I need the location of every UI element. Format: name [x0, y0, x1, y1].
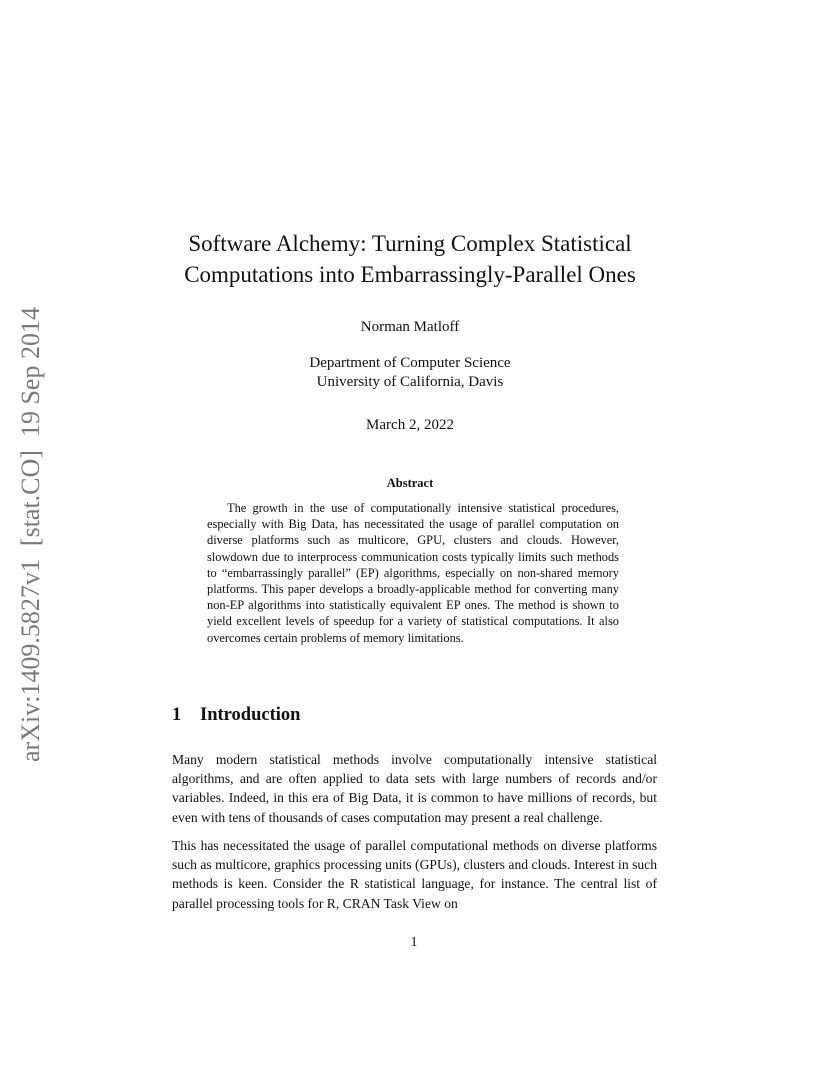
- author-name: Norman Matloff: [360, 319, 460, 335]
- page-number: 1: [410, 934, 418, 949]
- paper-title: [150, 228, 670, 290]
- introduction-paragraph-1: Many modern statistical methods involve computationally intensive statistical algorithms, and are often applied to data sets with large numbers of records and/or variables. Indeed, in this era of Big Data, it is common to have millions of records, but even with tens of thousands of cases computation may present a real challenge.: [172, 752, 657, 825]
- department: Department of Computer Science: [309, 355, 511, 371]
- paper-date: March 2, 2022: [366, 417, 454, 433]
- paper-title-line-2: Computations into Embarrassingly-Parallel Ones: [184, 262, 636, 287]
- section-title: Introduction: [200, 705, 301, 725]
- section-heading-introduction: [172, 704, 300, 726]
- abstract-heading: Abstract: [386, 476, 434, 490]
- section-number: 1: [172, 705, 182, 725]
- university: University of California, Davis: [316, 374, 504, 390]
- abstract-text: The growth in the use of computationally intensive statistical procedures, especially with Big Data, has necessitated the usage of parallel computation on diverse platforms such as multicore, GPU, clusters and clouds. However, slowdown due to interprocess communication costs typically limits such methods to “embarrassingly parallel” (EP) algorithms, especially on non-shared memory platforms. This paper develops a broadly-applicable method for converting many non-EP algorithms into statistically equivalent EP ones. The method is shown to yield excellent levels of speedup for a variety of statistical computations. It also overcomes certain problems of memory limitations.: [207, 501, 619, 645]
- paper-title-line-1: Software Alchemy: Turning Complex Statistical: [188, 231, 632, 256]
- introduction-paragraph-2: This has necessitated the usage of parallel computational methods on diverse platforms such as multicore, graphics processing units (GPUs), clusters and clouds. Interest in such methods is keen. Consider the R statistical language, for instance. The central list of parallel processing tools for R, CRAN Task View on: [172, 838, 657, 911]
- author-affiliation: [150, 354, 670, 392]
- arxiv-identifier-stamp: arXiv:1409.5827v1 [stat.CO] 19 Sep 2014: [16, 307, 45, 762]
